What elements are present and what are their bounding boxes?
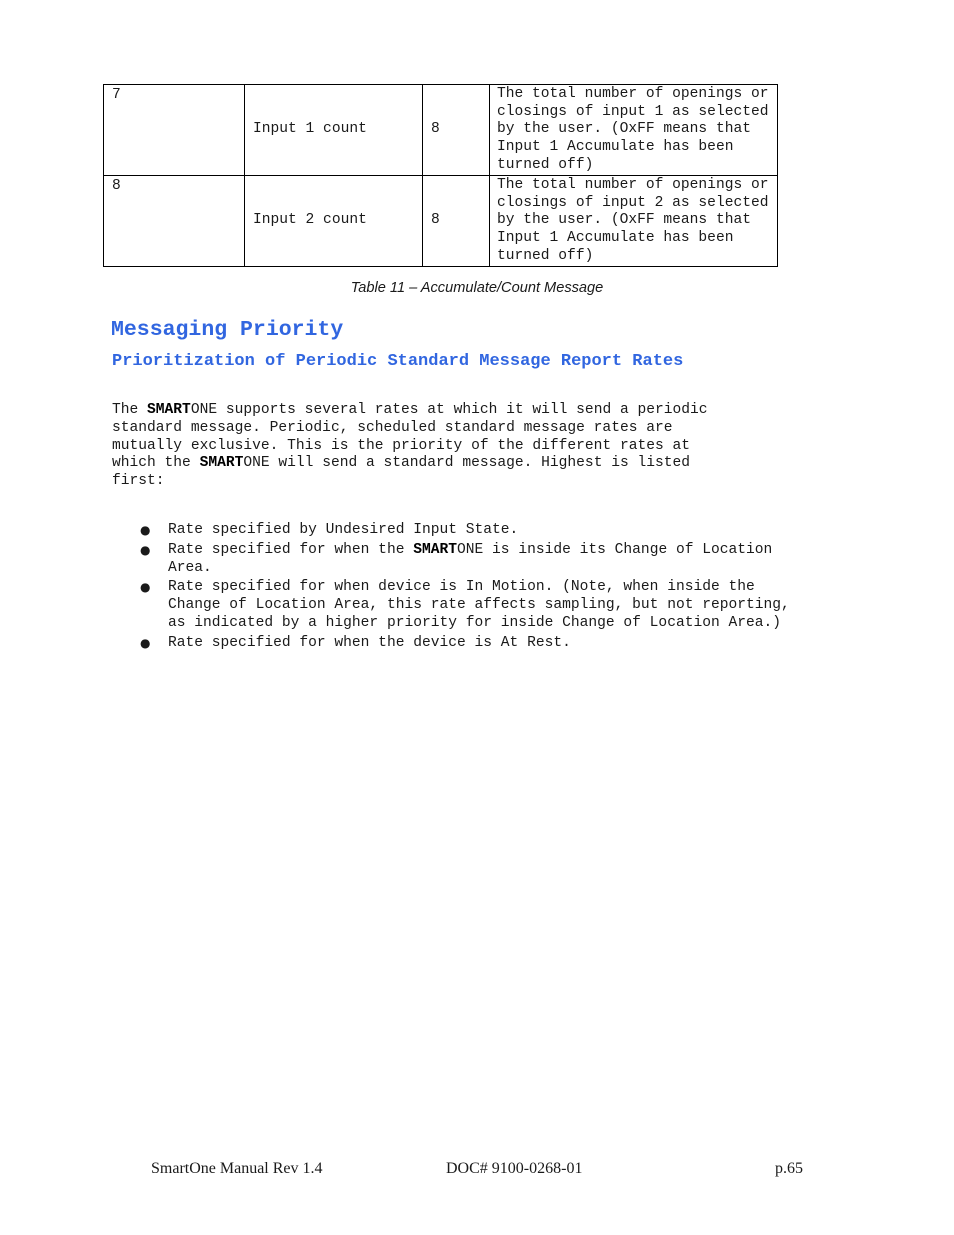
- description-line: by the user. (OxFF means that: [497, 121, 751, 138]
- list-item: ● Rate specified for when the SMARTONE is inside its Change of Location Area.: [140, 541, 773, 576]
- byte-number-cell: 7: [104, 85, 245, 176]
- paragraph-line: mutually exclusive. This is the priority of the different rates at: [112, 437, 691, 454]
- bullet-icon: ●: [140, 523, 151, 537]
- bullet-icon: ●: [140, 542, 151, 557]
- description-line: turned off): [497, 156, 594, 173]
- brand-name-rest: ONE: [190, 402, 218, 418]
- description-line: The total number of openings or: [497, 86, 769, 102]
- paragraph-line: which the SMARTONE will send a standard message. Highest is listed: [112, 455, 691, 472]
- brand-name-rest: ONE: [457, 541, 484, 558]
- bullet-icon: ●: [140, 580, 151, 595]
- brand-name-rest: ONE: [243, 455, 270, 472]
- list-item: ● Rate specified by Undesired Input State.: [140, 522, 519, 538]
- footer-doc-number: DOC# 9100-0268-01: [446, 1160, 583, 1177]
- field-name-cell: Input 1 count: [245, 85, 423, 176]
- brand-name-bold: SMART: [413, 541, 458, 558]
- byte-number-cell: 8: [104, 176, 245, 267]
- footer-manual-title: SmartOne Manual Rev 1.4: [151, 1160, 323, 1177]
- accumulate-count-table: [103, 84, 778, 267]
- description-line: closings of input 1 as selected: [497, 103, 769, 120]
- field-name-cell: Input 2 count: [245, 176, 423, 267]
- section-heading: Messaging Priority: [111, 318, 344, 342]
- table-row: [104, 85, 778, 176]
- bullet-icon: ●: [140, 635, 151, 650]
- description-cell: [490, 176, 778, 267]
- footer-page-number: p.65: [775, 1160, 803, 1177]
- description-cell: [490, 85, 778, 176]
- paragraph-line: first:: [112, 473, 165, 490]
- description-line: turned off): [497, 247, 594, 264]
- list-item: ● Rate specified for when the device is At Rest.: [140, 634, 571, 651]
- paragraph-line: standard message. Periodic, scheduled standard message rates are: [112, 419, 673, 436]
- body-paragraph: [112, 402, 832, 491]
- table-row: [104, 176, 778, 267]
- brand-name-bold: SMART: [199, 455, 244, 472]
- description-line: The total number of openings or: [497, 177, 769, 193]
- description-line: Input 1 Accumulate has been: [497, 139, 734, 156]
- section-subheading: Prioritization of Periodic Standard Message Report Rates: [112, 352, 684, 371]
- description-line: by the user. (OxFF means that: [497, 212, 751, 229]
- bit-count-cell: 8: [423, 176, 490, 267]
- priority-list: [0, 522, 954, 653]
- table-caption: Table 11 – Accumulate/Count Message: [350, 280, 604, 296]
- description-line: closings of input 2 as selected: [497, 194, 769, 211]
- paragraph-line: The SMARTONE supports several rates at which it will send a periodic: [112, 402, 708, 418]
- description-line: Input 1 Accumulate has been: [497, 230, 734, 247]
- brand-name-bold: SMART: [147, 402, 191, 418]
- list-item: ● Rate specified for when device is In Motion. (Note, when inside the Change of Location Area, this rate affects sampling, but not reporting, as indicated by a higher priority for inside Change of Location Area.): [140, 579, 790, 631]
- bit-count-cell: 8: [423, 85, 490, 176]
